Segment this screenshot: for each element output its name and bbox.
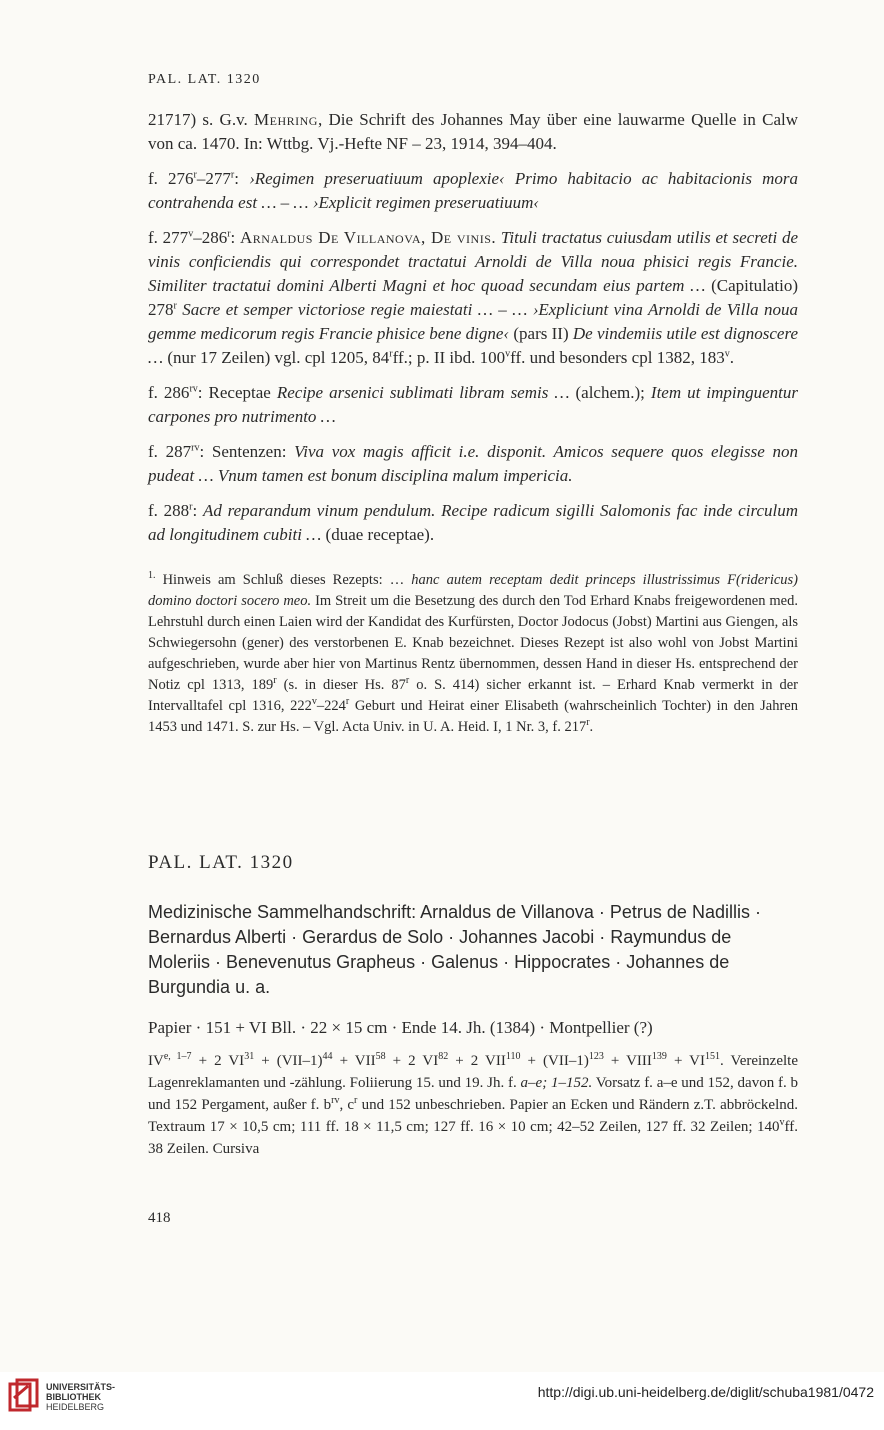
entry-f286: f. $286^{rv}$: Receptae Recipe arsenici sublimati libram semis … (alchem.); Item ut impinguentur carpones pro nutrimento …	[148, 383, 798, 426]
physical-description: Papier · 151 + VI Bll. · 22 × 15 cm · Ende 14. Jh. (1384) · Montpellier (?)	[148, 1018, 653, 1037]
collation-text: IV$^{e, 1-7}$ + 2 $VI^{31} + (VII-1)^{44} + VII^{58} + 2$ $VI^{82} + 2$ $VII^{110} + (VII-1)^{123}$ + $VIII^{139} + VI^{151}$. Vereinzelte Lagenreklamanten und -zählung. Foliierung 15. und 19. Jh. f. a–e; 1–152. Vorsatz f. a–e und 152, davon f. b und 152 Pergament, außer f. $b^{rv}$, $c^r$ und 152 unbeschrieben. Papier an Ecken und Rändern z.T. abbröckelnd. Textraum 17 × 10,5 cm; 111 ff. 18 × 11,5 cm; 127 ff. 16 × 10 cm; 42–52 Zeilen, 127 ff. 32 Zeilen; 140$^v$ff. 38 Zeilen. Cursiva	[148, 1051, 798, 1157]
running-head: PAL. LAT. 1320	[148, 72, 261, 87]
entry-f277: f. 277$^v$–286$^r$: Arnaldus De Villanova, De vinis. Tituli tractatus cuiusdam utilis et secreti de vinis conficiendis qui correspondet tractatui Arnoldi de Villa noua phisici regis Francie. Similiter tractatui domini Alberti Magni et hoc quoad secundam eius partem … (Capitulatio) 278$^r$ Sacre et semper victoriose regie maiestati … – … ›Expliciunt vina Arnoldi de Villa noua gemme medicorum regis Francie phisice bene digne‹ (pars II) De vindemiis utile est dignoscere … (nur 17 Zeilen) vgl. cpl 1205, 84$^r$ff.; p. II ibd. 100$^v$ff. und besonders cpl 1382, 183$^v$.	[148, 228, 799, 367]
section-title: PAL. LAT. 1320	[148, 852, 294, 873]
entry-f276: f. 276$^r$–277$^r$: ›Regimen preseruatiuum apoplexie‹ Primo habitacio ac habitacionis mora contrahenda est … – … ›Explicit regimen preseruatiuum‹	[148, 169, 798, 212]
entries-body	[148, 108, 798, 558]
library-name-line2: BIBLIOTHEK	[46, 1392, 101, 1402]
footer-bar	[0, 1372, 884, 1430]
manuscript-description: Medizinische Sammelhandschrift: Arnaldus de Villanova · Petrus de Nadillis · Bernardus Alberti · Gerardus de Solo · Johannes Jacobi · Raymundus de Moleriis · Benevenutus Grapheus · Galenus · Hippocrates · Johannes de Burgundia u. a.	[148, 902, 761, 997]
footnote: $^{1.}$ Hinweis am Schluß dieses Rezepts: … hanc autem receptam dedit princeps illustrissimus F(ridericus) domino doctori socero meo. Im Streit um die Besetzung des durch den Tod Erhard Knabs freigewordenen med. Lehrstuhl durch einen Laien wird der Kandidat des Kurfürsten, Doctor Jodocus (Jobst) Martini aus Giengen, als Schwiegersohn (gener) des verstorbenen E. Knab bezeichnet. Dieses Rezept ist also wohl von Jobst Martini aufgeschrieben, wurde aber hier von Martinus Rentz übernommen, dessen Hand in dieser Hs. entsprechend der Notiz cpl 1313, 189$^r$ (s. in dieser Hs. 87$^r$ o. S. 414) sicher erkannt ist. – Erhard Knab vermerkt in der Intervalltafel cpl 1316, 222$^v$–224$^r$ Geburt und Heirat einer Elisabeth (wahrscheinlich Tochter) in den Jahren 1453 und 1471. S. zur Hs. – Vgl. Acta Univ. in U. A. Heid. I, 1 Nr. 3, f. 217$^r$.	[148, 570, 798, 735]
library-logo-icon[interactable]	[8, 1378, 40, 1414]
footnote-mark: 1.	[148, 570, 156, 582]
permalink-url[interactable]: http://digi.ub.uni-heidelberg.de/diglit/schuba1981/0472	[537, 1384, 874, 1400]
library-name-line1: UNIVERSITÄTS-	[46, 1382, 116, 1392]
entry-mehring: 21717) s. G.v. Mehring, Die Schrift des Johannes May über eine lauwarme Quelle in Calw von ca. 1470. In: Wttbg. Vj.-Hefte NF – 23, 1914, 394–404.	[148, 110, 799, 153]
entry-f287: f. $287^{rv}$: Sentenzen: Viva vox magis afficit i.e. disponit. Amicos sequere quos elegisse non pudeat … Vnum tamen est bonum disciplina malum impericia.	[148, 442, 798, 485]
entry-f288: f. 288$^r$: Ad reparandum vinum pendulum. Recipe radicum sigilli Salomonis fac inde circulum ad longitudinem cubiti … (duae receptae).	[148, 501, 798, 544]
page-number: 418	[148, 1210, 171, 1226]
library-name-line3: HEIDELBERG	[46, 1402, 105, 1412]
library-name[interactable]	[46, 1382, 115, 1412]
